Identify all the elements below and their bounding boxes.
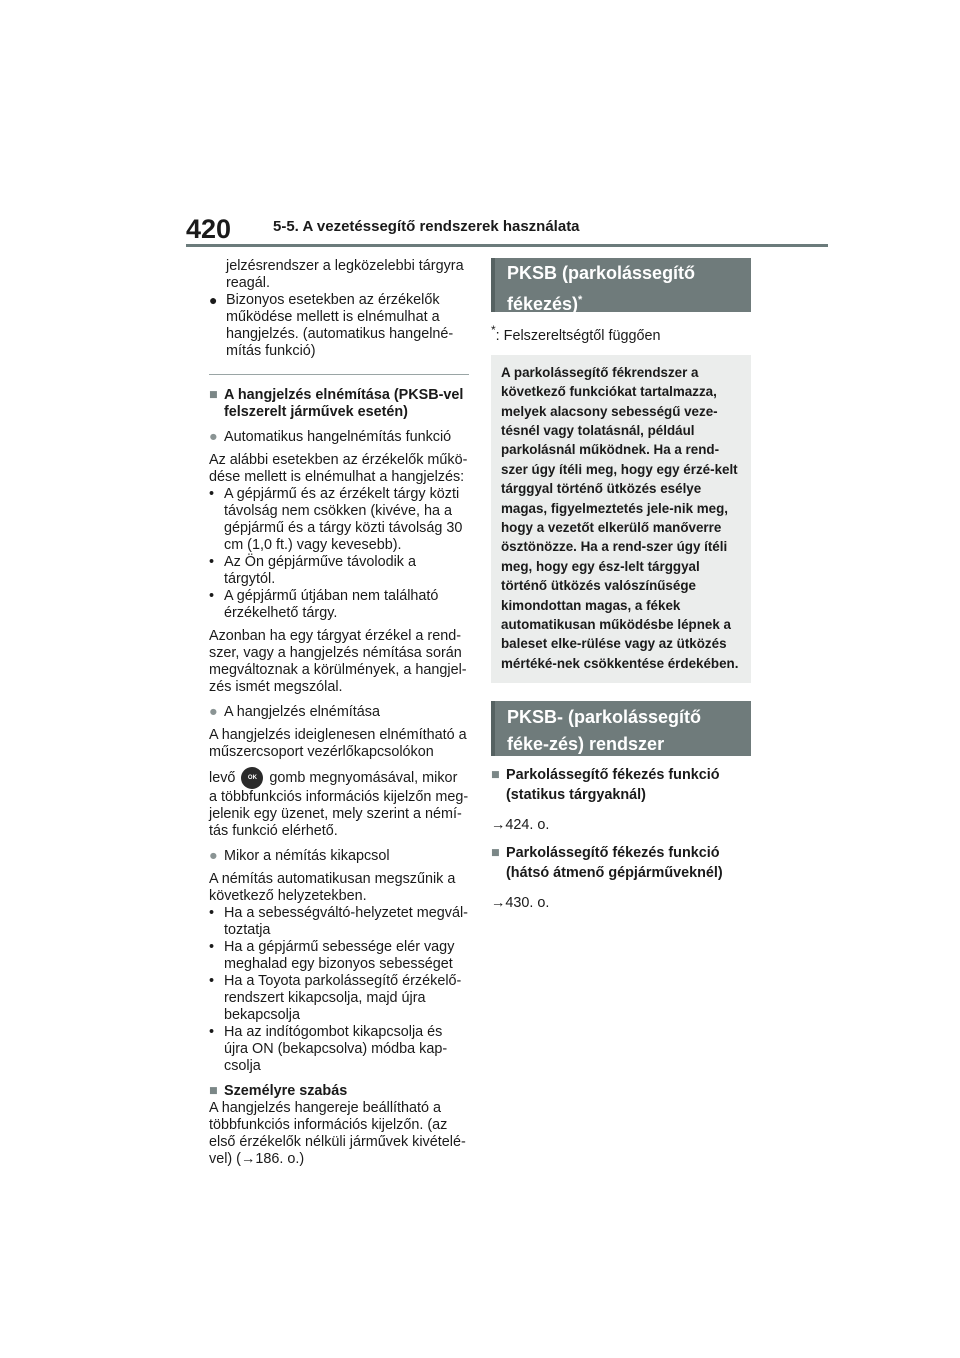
dash-icon: • <box>209 486 215 502</box>
list-item-text: Az Ön gépjárműve távolodik a tárgytól. <box>224 554 416 587</box>
dash-icon: • <box>209 1024 215 1040</box>
function-item <box>491 844 751 883</box>
auto-heading-text: Automatikus hangelnémítás funkció <box>224 429 452 445</box>
function-item-text: Parkolássegítő fékezés funkció (hátsó átmenő gépjárműveknél) <box>506 845 723 881</box>
manual-heading-text: A hangjelzés elnémítása <box>224 704 380 720</box>
square-icon: ■ <box>209 1083 218 1099</box>
bullet-icon: ● <box>209 292 218 308</box>
function-item-text: Parkolássegítő fékezés funkció (statikus tárgyaknál) <box>506 767 720 803</box>
section-title-system: PKSB- (parkolássegítő féke-zés) rendszer <box>491 701 751 756</box>
list-item <box>209 486 469 554</box>
manual-text: A hangjelzés ideiglenesen elnémítható a műszercsoport vezérlőkapcsolókon <box>209 727 467 760</box>
dash-icon: • <box>209 905 215 921</box>
list-item <box>209 1024 469 1075</box>
bullet-item <box>209 292 469 360</box>
list-item <box>209 554 469 588</box>
bullet-text: Bizonyos esetekben az érzékelők működése mellett is elnémulhat a hangjelzés. (automatikus hangelné-mítás funkció) <box>226 292 454 359</box>
list-item <box>209 588 469 622</box>
circle-icon: ● <box>209 704 218 720</box>
square-icon: ■ <box>209 387 218 403</box>
dash-icon: • <box>209 554 215 570</box>
list-item-text: Ha a gépjármű sebessége elér vagy meghalad egy bizonyos sebességet <box>224 939 455 972</box>
chapter-title: 5-5. A vezetéssegítő rendszerek használata <box>273 218 580 235</box>
auto-heading <box>209 429 469 446</box>
cancel-heading-text: Mikor a némítás kikapcsol <box>224 848 390 864</box>
list-item-text: A gépjármű útjában nem található érzékelhető tárgy. <box>224 588 439 621</box>
auto-outro: Azonban ha egy tárgyat érzékel a rend-szer, vagy a hangjelzés némítása során megváltoznak a körülmények, a hangjel-zés ismét megszólal. <box>209 628 467 695</box>
list-item <box>209 939 469 973</box>
manual-text-ok <box>209 767 469 840</box>
square-icon: ■ <box>491 767 500 784</box>
circle-icon: ● <box>209 848 218 864</box>
left-column <box>209 258 469 1168</box>
manual-text-part: gomb megnyomásával, mikor a többfunkciós információs kijelzőn meg-jelenik egy üzenet, mely szerint a némí-tás funkció elérhető. <box>209 769 469 839</box>
list-item-text: Ha a Toyota parkolássegítő érzékelő-rendszert kikapcsolja, majd újra bekapcsolja <box>224 973 462 1023</box>
square-icon: ■ <box>491 845 500 862</box>
manual-text-part: levő <box>209 769 236 786</box>
note-text: : Felszereltségtől függően <box>495 327 661 344</box>
divider <box>209 374 469 375</box>
custom-heading <box>209 1083 469 1100</box>
cancel-heading <box>209 848 469 865</box>
page-reference: →424. o. <box>491 817 550 834</box>
header-rule <box>186 244 828 247</box>
continued-text: jelzésrendszer a legközelebbi tárgyra reagál. <box>226 258 464 291</box>
list-item <box>209 973 469 1024</box>
manual-heading <box>209 704 469 721</box>
custom-text: A hangjelzés hangereje beállítható a többfunkciós információs kijelzőn. (az első érzékelők nélküli járművek kivételé-vel) (→186. o.) <box>209 1100 466 1167</box>
intro-box: A parkolássegítő fékrendszer a következő funkciókat tartalmazza, melyek alacsony sebességű veze-tésnél vagy tolatásnál, például parkolásnál működnek. Ha a rend-szer úgy ítéli meg, hogy egy érzé-kelt tárggyal történő ütközés esélye magas, figyelmeztetés jele-nik meg, hogy a vezetőt elkerülő manőverre ösztönözze. Ha a rend-szer úgy ítéli meg, hogy egy ész-lelt tárggyal történő ütközés valószínűsége kimondottan magas, a fékek automatikusan működésbe lépnek a baleset elke-rülése vagy az ütközés mértéké-nek csökkentése érdekében. <box>491 355 751 684</box>
ok-button-icon: OK <box>241 767 263 789</box>
custom-heading-text: Személyre szabás <box>224 1083 348 1099</box>
function-item <box>491 766 751 805</box>
list-item-text: A gépjármű és az érzékelt tárgy közti távolság nem csökken (kivéve, ha a gépjármű és a tárgy közti távolság 30 cm (1,0 ft.) vagy kevesebb). <box>224 486 463 553</box>
page-number: 420 <box>186 214 232 244</box>
circle-icon: ● <box>209 429 218 445</box>
dash-icon: • <box>209 973 215 989</box>
asterisk: * <box>491 323 496 337</box>
asterisk: * <box>578 294 583 306</box>
list-item-text: Ha az indítógombot kikapcsolja és újra ON (bekapcsolva) módba kap-csolja <box>224 1024 448 1074</box>
mute-heading <box>209 387 469 421</box>
page-reference: →430. o. <box>491 894 550 911</box>
dash-icon: • <box>209 588 215 604</box>
auto-intro: Az alábbi esetekben az érzékelők műkö-dése mellett is elnémulhat a hangjelzés: <box>209 452 468 485</box>
cancel-intro: A némítás automatikusan megszűnik a következő helyzetekben. <box>209 871 456 904</box>
section-title-text: PKSB (parkolássegítő fékezés) <box>507 263 696 314</box>
section-title-pksb <box>491 258 751 312</box>
dash-icon: • <box>209 939 215 955</box>
availability-note <box>491 322 751 345</box>
mute-heading-text: A hangjelzés elnémítása (PKSB-vel felszerelt járművek esetén) <box>224 387 464 420</box>
list-item <box>209 905 469 939</box>
right-column <box>491 258 751 912</box>
list-item-text: Ha a sebességváltó-helyzetet megvál-toztatja <box>224 905 468 938</box>
